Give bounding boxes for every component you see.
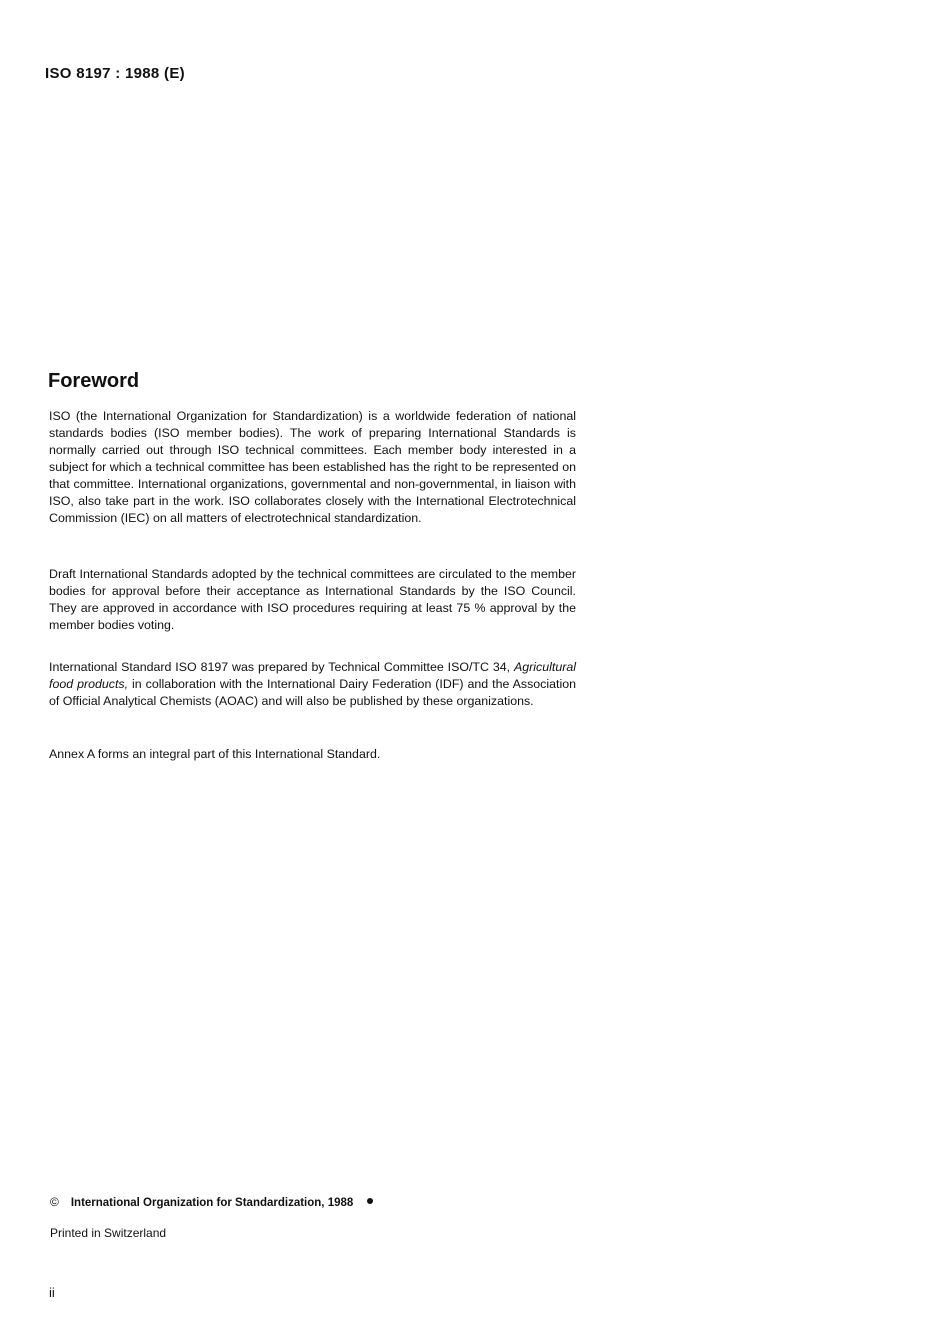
document-id-header: ISO 8197 : 1988 (E) <box>45 65 185 82</box>
page-number: ii <box>49 1285 55 1300</box>
foreword-heading: Foreword <box>48 370 140 392</box>
p3-text-after: in collaboration with the International Dairy Federation (IDF) and the Association of Official Analytical Chemists (AOAC) and will also be published by these organizations. <box>49 677 577 708</box>
foreword-paragraph-3 <box>49 659 576 710</box>
foreword-paragraph-2: Draft International Standards adopted by the technical committees are circulated to the member bodies for approval before their acceptance as International Standards by the ISO Council. They are approved in accordance with ISO procedures requiring at least 75 % approval by the member bodies voting. <box>49 567 576 632</box>
foreword-paragraph-1: ISO (the International Organization for Standardization) is a worldwide federation of national standards bodies (ISO member bodies). The work of preparing International Standards is normally carried out through ISO technical committees. Each member body interested in a subject for which a technical committee has been established has the right to be represented on that committee. International organizations, governmental and non-governmental, in liaison with ISO, also take part in the work. ISO collaborates closely with the International Electrotechnical Commission (IEC) on all matters of electrotechnical standardization. <box>49 409 576 525</box>
committee-title: Agricultural food products, <box>49 660 576 691</box>
printed-location: Printed in Switzerland <box>50 1226 167 1240</box>
copyright-text: International Organization for Standardization, 1988 <box>70 1197 354 1209</box>
p3-text-before: International Standard ISO 8197 was prepared by Technical Committee ISO/TC 34, <box>49 660 515 674</box>
bullet-dot-icon <box>367 1198 373 1204</box>
foreword-paragraph-4: Annex A forms an integral part of this International Standard. <box>49 747 381 761</box>
copyright-icon: © <box>50 1195 59 1209</box>
copyright-line <box>50 1195 373 1209</box>
